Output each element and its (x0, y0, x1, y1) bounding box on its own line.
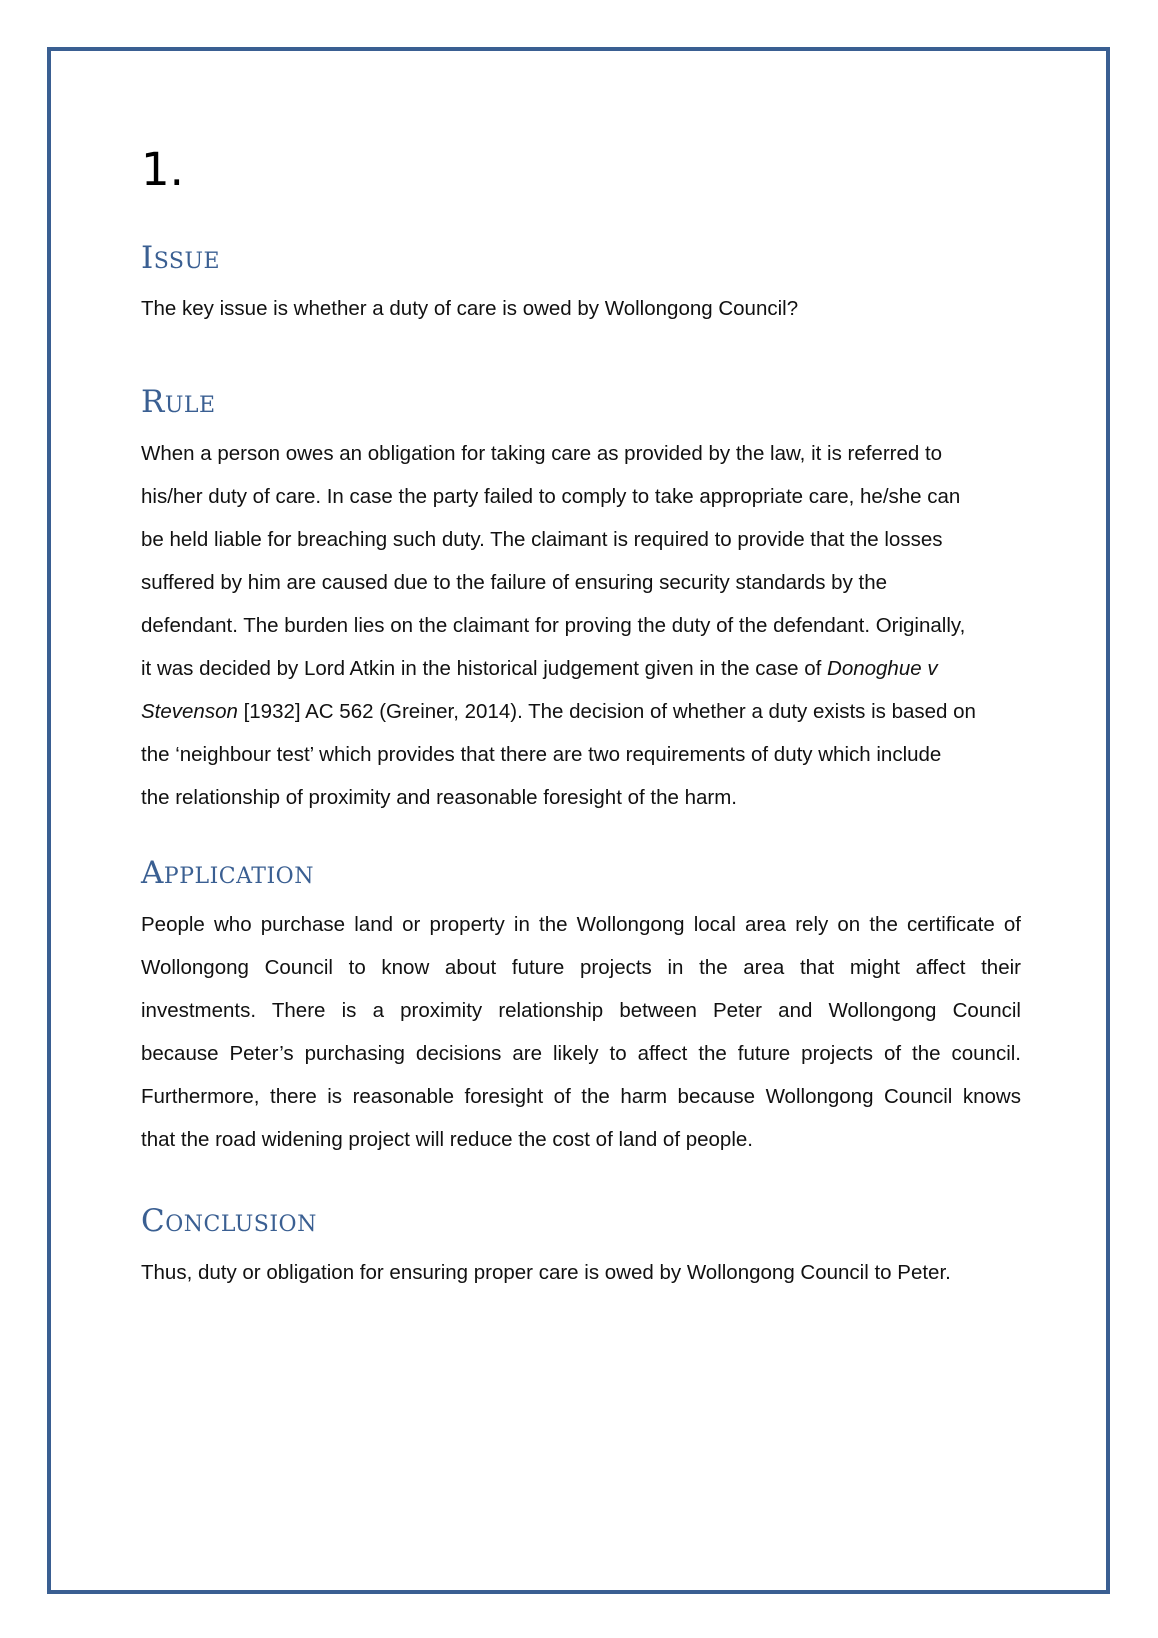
case-name-italic: Donoghue v (827, 657, 938, 680)
application-line: People who purchase land or property in the Wollongong local area rely on the certificate of (141, 913, 1021, 936)
rule-line: the ‘neighbour test’ which provides that there are two requirements of duty which include (141, 743, 942, 766)
rule-line: the relationship of proximity and reasonable foresight of the harm. (141, 786, 737, 809)
case-name-italic: Stevenson (141, 700, 238, 723)
application-paragraph (141, 903, 1021, 1161)
section-number: 1. (141, 143, 184, 196)
conclusion-heading: Conclusion (141, 1203, 317, 1239)
application-line: Furthermore, there is reasonable foresight of the harm because Wollongong Council knows (141, 1085, 1021, 1108)
application-line: investments. There is a proximity relationship between Peter and Wollongong Council (141, 999, 1021, 1022)
rule-line: defendant. The burden lies on the claimant for proving the duty of the defendant. Originally, (141, 614, 966, 637)
rule-line-with-case (141, 690, 1021, 733)
conclusion-text: Thus, duty or obligation for ensuring proper care is owed by Wollongong Council to Peter. (141, 1261, 951, 1284)
issue-paragraph (141, 287, 1021, 330)
conclusion-paragraph (141, 1251, 1021, 1294)
issue-heading: Issue (141, 240, 221, 276)
rule-line-text: it was decided by Lord Atkin in the historical judgement given in the case of (141, 657, 828, 680)
rule-paragraph (141, 432, 1021, 819)
application-line: that the road widening project will reduce the cost of land of people. (141, 1128, 753, 1151)
issue-text: The key issue is whether a duty of care is owed by Wollongong Council? (141, 297, 799, 320)
rule-line: be held liable for breaching such duty. The claimant is required to provide that the losses (141, 528, 943, 551)
rule-line-text: [1932] AC 562 (Greiner, 2014). The decision of whether a duty exists is based on (237, 700, 976, 723)
application-line: because Peter’s purchasing decisions are likely to affect the future projects of the council. (141, 1042, 1021, 1065)
rule-line: suffered by him are caused due to the failure of ensuring security standards by the (141, 571, 888, 594)
rule-heading: Rule (141, 384, 216, 420)
rule-line: his/her duty of care. In case the party failed to comply to take appropriate care, he/she can (141, 485, 961, 508)
application-line: Wollongong Council to know about future projects in the area that might affect their (141, 956, 1021, 979)
application-heading: Application (141, 855, 314, 891)
rule-line: When a person owes an obligation for taking care as provided by the law, it is referred to (141, 442, 943, 465)
rule-line-with-case (141, 647, 1021, 690)
page-border (47, 47, 1110, 1594)
